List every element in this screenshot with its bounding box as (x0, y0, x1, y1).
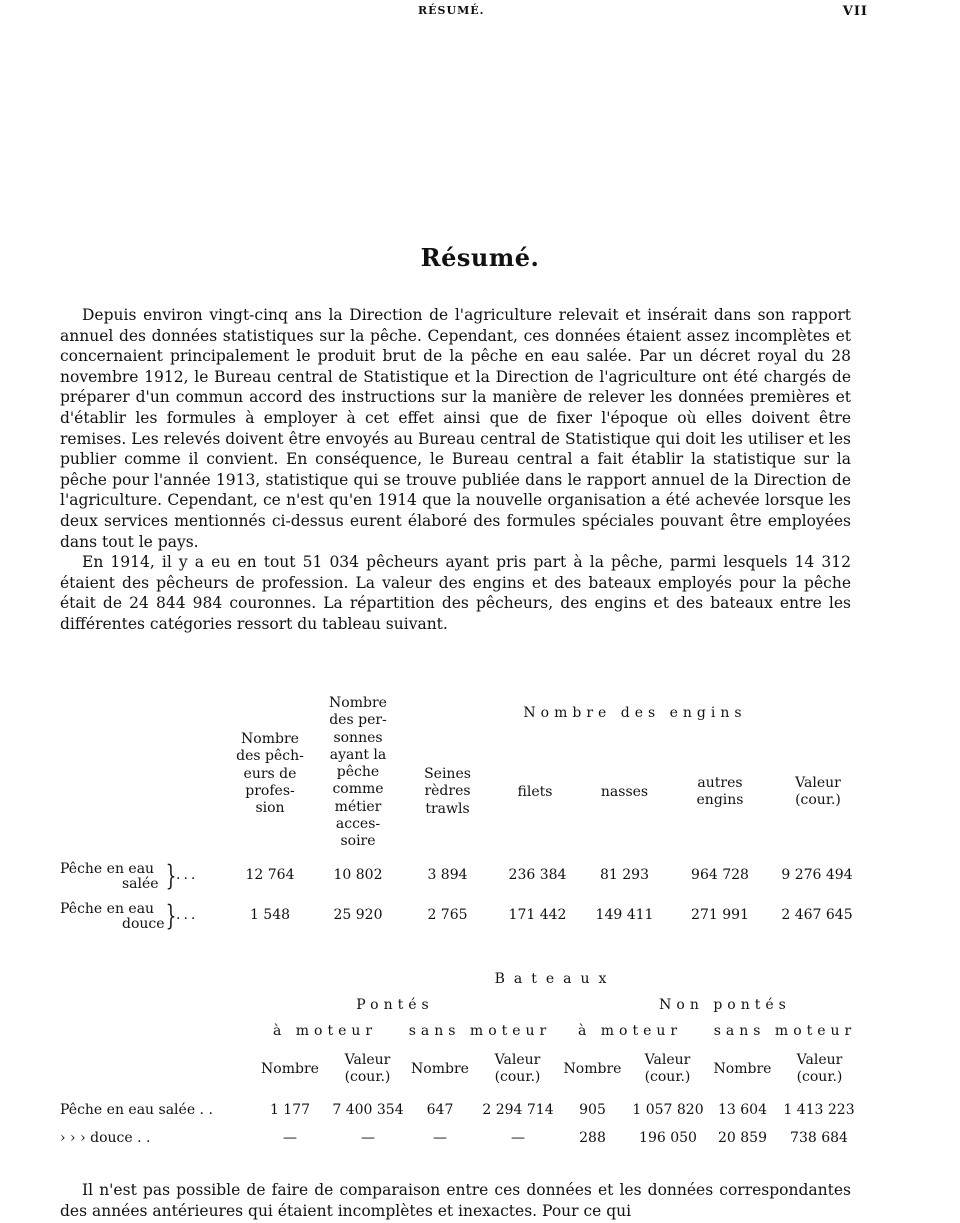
header-line: acces- (335, 816, 381, 833)
header-line: Valeur (796, 1052, 843, 1068)
table-cell: 12 764 (245, 867, 295, 883)
header-line: engins (696, 792, 744, 809)
header-valeur (480, 1052, 555, 1086)
table-cell: 149 411 (595, 907, 654, 923)
header-nonpontes-sans-moteur: sans moteur (713, 1023, 857, 1039)
header-line: métier (334, 798, 382, 815)
header-valeur (330, 1052, 405, 1086)
row-label-line1: Pêche en eau (60, 901, 155, 917)
header-line: rèdres (424, 783, 471, 800)
header-line: Valeur (344, 1052, 391, 1068)
header-line: sonnes (333, 729, 383, 746)
table-cell: 271 991 (691, 907, 749, 923)
row-label-line2: douce (122, 916, 165, 932)
header-line: (cour.) (494, 1069, 541, 1085)
table-cell: 196 050 (639, 1130, 697, 1146)
header-autres-engins (680, 775, 760, 810)
header-nasses: nasses (600, 784, 649, 800)
header-nonpontes-moteur: à moteur (577, 1023, 683, 1039)
header-filets: filets (517, 784, 553, 800)
header-line: profes- (245, 782, 295, 799)
header-pontes-sans-moteur: sans moteur (408, 1023, 552, 1039)
table-cell: 964 728 (691, 867, 749, 883)
header-pecheurs-profession (230, 731, 310, 817)
header-line: Valeur (494, 1052, 541, 1068)
paragraph-intro: Depuis environ vingt-cinq ans la Direction de l'agriculture relevait et insérait dans son rapport annuel des données statistiques sur la pêche. Cependant, ces données étaient assez incomplètes et concernaient principalement le produit brut de la pêche en eau salée. Par un décret royal du 28 novembre 1912, le Bureau central de Statistique et la Direction de l'agriculture ont été chargés de préparer d'un commun accord des instructions sur la manière de relever les données premières et d'établir les formules à employer à cet effet ainsi que de fixer l'époque où elles doivent être remises. Les relevés doivent être envoyés au Bureau central de Statistique qui doit les utiliser et les publier comme il convient. En conséquence, le Bureau central a fait établir la statistique sur la pêche pour l'année 1913, statistique qui se trouve publiée dans le rapport annuel de la Direction de l'agriculture. Cependant, ce n'est qu'en 1914 que la nouvelle organisation a été achevée lorsque les deux services mentionnés ci-dessus eurent élaboré des formules spéciales pouvant être employées dans tout le pays. (60, 306, 851, 551)
header-line: comme (332, 781, 384, 798)
header-pontes-moteur: à moteur (272, 1023, 378, 1039)
row-label (60, 901, 220, 941)
row-label: › › › douce . . (60, 1130, 151, 1146)
header-non-pontes: Non pontés (659, 997, 791, 1013)
header-line: soire (340, 833, 376, 850)
table-cell: — (433, 1130, 447, 1146)
boats-table (60, 965, 860, 1155)
table-cell: 81 293 (600, 867, 649, 883)
page-title: Résumé. (420, 243, 540, 272)
header-pontes: Pontés (356, 997, 434, 1013)
header-valeur (778, 775, 858, 810)
body-text (60, 305, 851, 635)
header-valeur (630, 1052, 705, 1086)
table-cell: 13 604 (718, 1102, 767, 1118)
header-line: trawls (425, 800, 470, 817)
table-cell: 1 057 820 (632, 1102, 704, 1118)
table-cell: — (361, 1130, 375, 1146)
table-cell: 1 413 223 (783, 1102, 855, 1118)
header-line: (cour.) (795, 792, 841, 809)
header-engins-group: Nombre des engins (523, 705, 747, 721)
table-cell: — (283, 1130, 297, 1146)
table-cell: 10 802 (333, 867, 383, 883)
brace-glyph: } (165, 859, 177, 892)
header-line: Nombre (241, 731, 299, 747)
header-line: Seines (424, 766, 471, 782)
paragraph-closing: Il n'est pas possible de faire de comparaison entre ces données et les données correspondantes des années antérieures qui étaient incomplètes et inexactes. Pour ce qui (60, 1181, 851, 1220)
header-line: eurs de (243, 765, 297, 782)
table-cell: 2 294 714 (482, 1102, 554, 1118)
table-row-salee (60, 861, 860, 901)
table-cell: 9 276 494 (781, 867, 853, 883)
table-cell: 2 765 (427, 907, 468, 923)
table-cell: 1 548 (249, 907, 291, 923)
table-cell: 7 400 354 (332, 1102, 404, 1118)
header-line: ayant la (329, 746, 387, 763)
table-cell: 236 384 (508, 867, 567, 883)
table-cell: 905 (579, 1102, 606, 1118)
row-label-line1: Pêche en eau (60, 861, 155, 877)
row-label (60, 861, 220, 901)
row-label-line2: salée (122, 876, 159, 892)
table-cell: — (511, 1130, 525, 1146)
header-nombre: Nombre (713, 1061, 772, 1077)
header-line: Valeur (795, 775, 841, 791)
table-cell: 647 (426, 1102, 454, 1118)
header-nombre: Nombre (411, 1061, 469, 1077)
leader-dots: ... (176, 907, 199, 923)
table-cell: 1 177 (269, 1102, 311, 1118)
header-valeur (782, 1052, 857, 1086)
header-line: des per- (329, 712, 387, 729)
table-cell: 25 920 (333, 907, 383, 923)
header-line: sion (255, 800, 285, 817)
page-number: VII (842, 4, 868, 19)
brace-glyph: } (165, 899, 177, 932)
header-line: (cour.) (796, 1069, 843, 1085)
header-bateaux: Bateaux (494, 971, 616, 987)
row-label: Pêche en eau salée . . (60, 1102, 213, 1118)
table-cell: 738 684 (790, 1130, 848, 1146)
leader-dots: ... (176, 867, 199, 883)
header-line: Valeur (644, 1052, 691, 1068)
closing-text (60, 1180, 851, 1221)
table-cell: 2 467 645 (781, 907, 853, 923)
table-cell: 171 442 (508, 907, 567, 923)
header-nombre: Nombre (563, 1061, 622, 1077)
table-cell: 3 894 (427, 867, 468, 883)
table-cell: 288 (579, 1130, 606, 1146)
table-row-douce (60, 901, 860, 941)
paragraph-summary: En 1914, il y a eu en tout 51 034 pêcheurs ayant pris part à la pêche, parmi lesquels 14 312 étaient des pêcheurs de profession. La valeur des engins et des bateaux employés pour la pêche était de 24 844 984 couronnes. La répartition des pêcheurs, des engins et des bateaux entre les différentes catégories ressort du tableau suivant. (60, 553, 851, 633)
header-line: des pêch- (236, 748, 304, 765)
header-seines (410, 766, 485, 818)
header-nombre: Nombre (261, 1061, 319, 1077)
running-header-title: RÉSUMÉ. (418, 4, 485, 17)
header-line: pêche (336, 764, 380, 781)
header-line: (cour.) (644, 1069, 691, 1085)
fishermen-gear-table (60, 693, 860, 938)
header-personnes-metier (318, 695, 398, 851)
header-line: autres (697, 775, 743, 791)
header-line: (cour.) (344, 1069, 391, 1085)
header-line: Nombre (329, 695, 387, 711)
table-cell: 20 859 (718, 1130, 767, 1146)
